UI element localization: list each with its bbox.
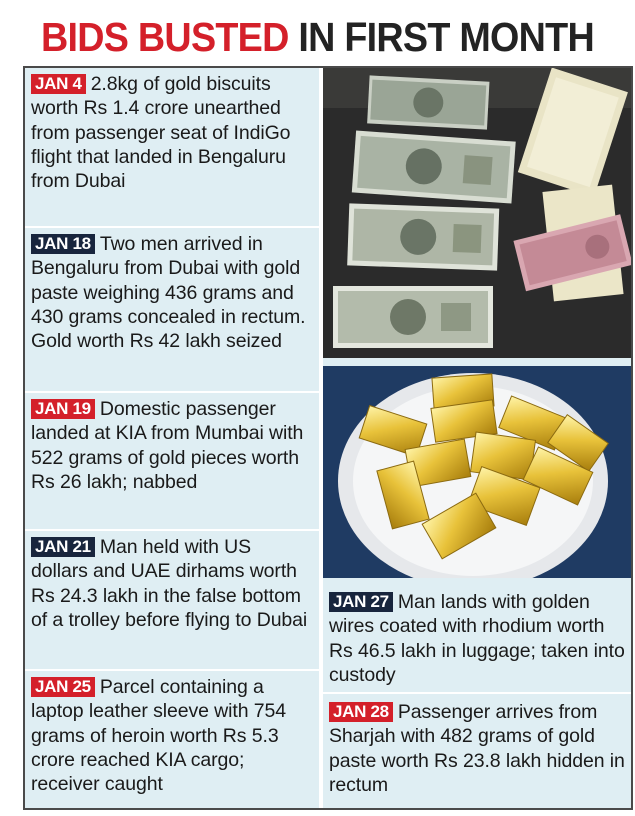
item-text: 2.8kg of gold biscuits worth Rs 1.4 crore unearthed from passenger seat of IndiGo flight that landed in Bengaluru from Dubai bbox=[31, 73, 291, 193]
list-item bbox=[25, 393, 319, 531]
item-text: Man lands with golden wires coated with rhodium worth Rs 46.5 lakh in luggage; taken into custody bbox=[329, 591, 625, 686]
date-tag: JAN 18 bbox=[31, 234, 95, 254]
left-column bbox=[25, 68, 319, 808]
list-item bbox=[323, 696, 631, 808]
date-tag: JAN 19 bbox=[31, 399, 95, 419]
headline-dark-part: IN FIRST MONTH bbox=[298, 14, 594, 60]
item-text: Man held with US dollars and UAE dirhams worth Rs 24.3 lakh in the false bottom of a trolley before flying to Dubai bbox=[31, 536, 308, 631]
list-item bbox=[25, 671, 319, 808]
main-panel bbox=[23, 66, 633, 810]
headline bbox=[25, 6, 609, 68]
date-tag: JAN 21 bbox=[31, 537, 95, 557]
date-tag: JAN 25 bbox=[31, 677, 95, 697]
right-column bbox=[323, 68, 631, 808]
item-text: Parcel containing a laptop leather sleeve with 754 grams of heroin worth Rs 5.3 crore reached KIA cargo; receiver caught bbox=[31, 676, 287, 796]
currency-photo bbox=[323, 68, 631, 358]
item-text: Passenger arrives from Sharjah with 482 grams of gold paste worth Rs 23.8 lakh hidden in rectum bbox=[329, 701, 625, 796]
date-tag: JAN 4 bbox=[31, 74, 86, 94]
list-item bbox=[25, 531, 319, 671]
headline-red-part: BIDS BUSTED bbox=[41, 14, 289, 60]
date-tag: JAN 28 bbox=[329, 702, 393, 722]
gold-photo bbox=[323, 366, 631, 578]
item-text: Domestic passenger landed at KIA from Mumbai with 522 grams of gold pieces worth Rs 26 lakh; nabbed bbox=[31, 398, 304, 493]
currency-illustration bbox=[323, 68, 631, 358]
list-item bbox=[323, 586, 631, 694]
list-item bbox=[25, 68, 319, 228]
list-item bbox=[25, 228, 319, 393]
date-tag: JAN 27 bbox=[329, 592, 393, 612]
gold-illustration bbox=[323, 366, 631, 578]
item-text: Two men arrived in Bengaluru from Dubai with gold paste weighing 436 grams and 430 grams concealed in rectum. Gold worth Rs 42 lakh seized bbox=[31, 233, 306, 353]
